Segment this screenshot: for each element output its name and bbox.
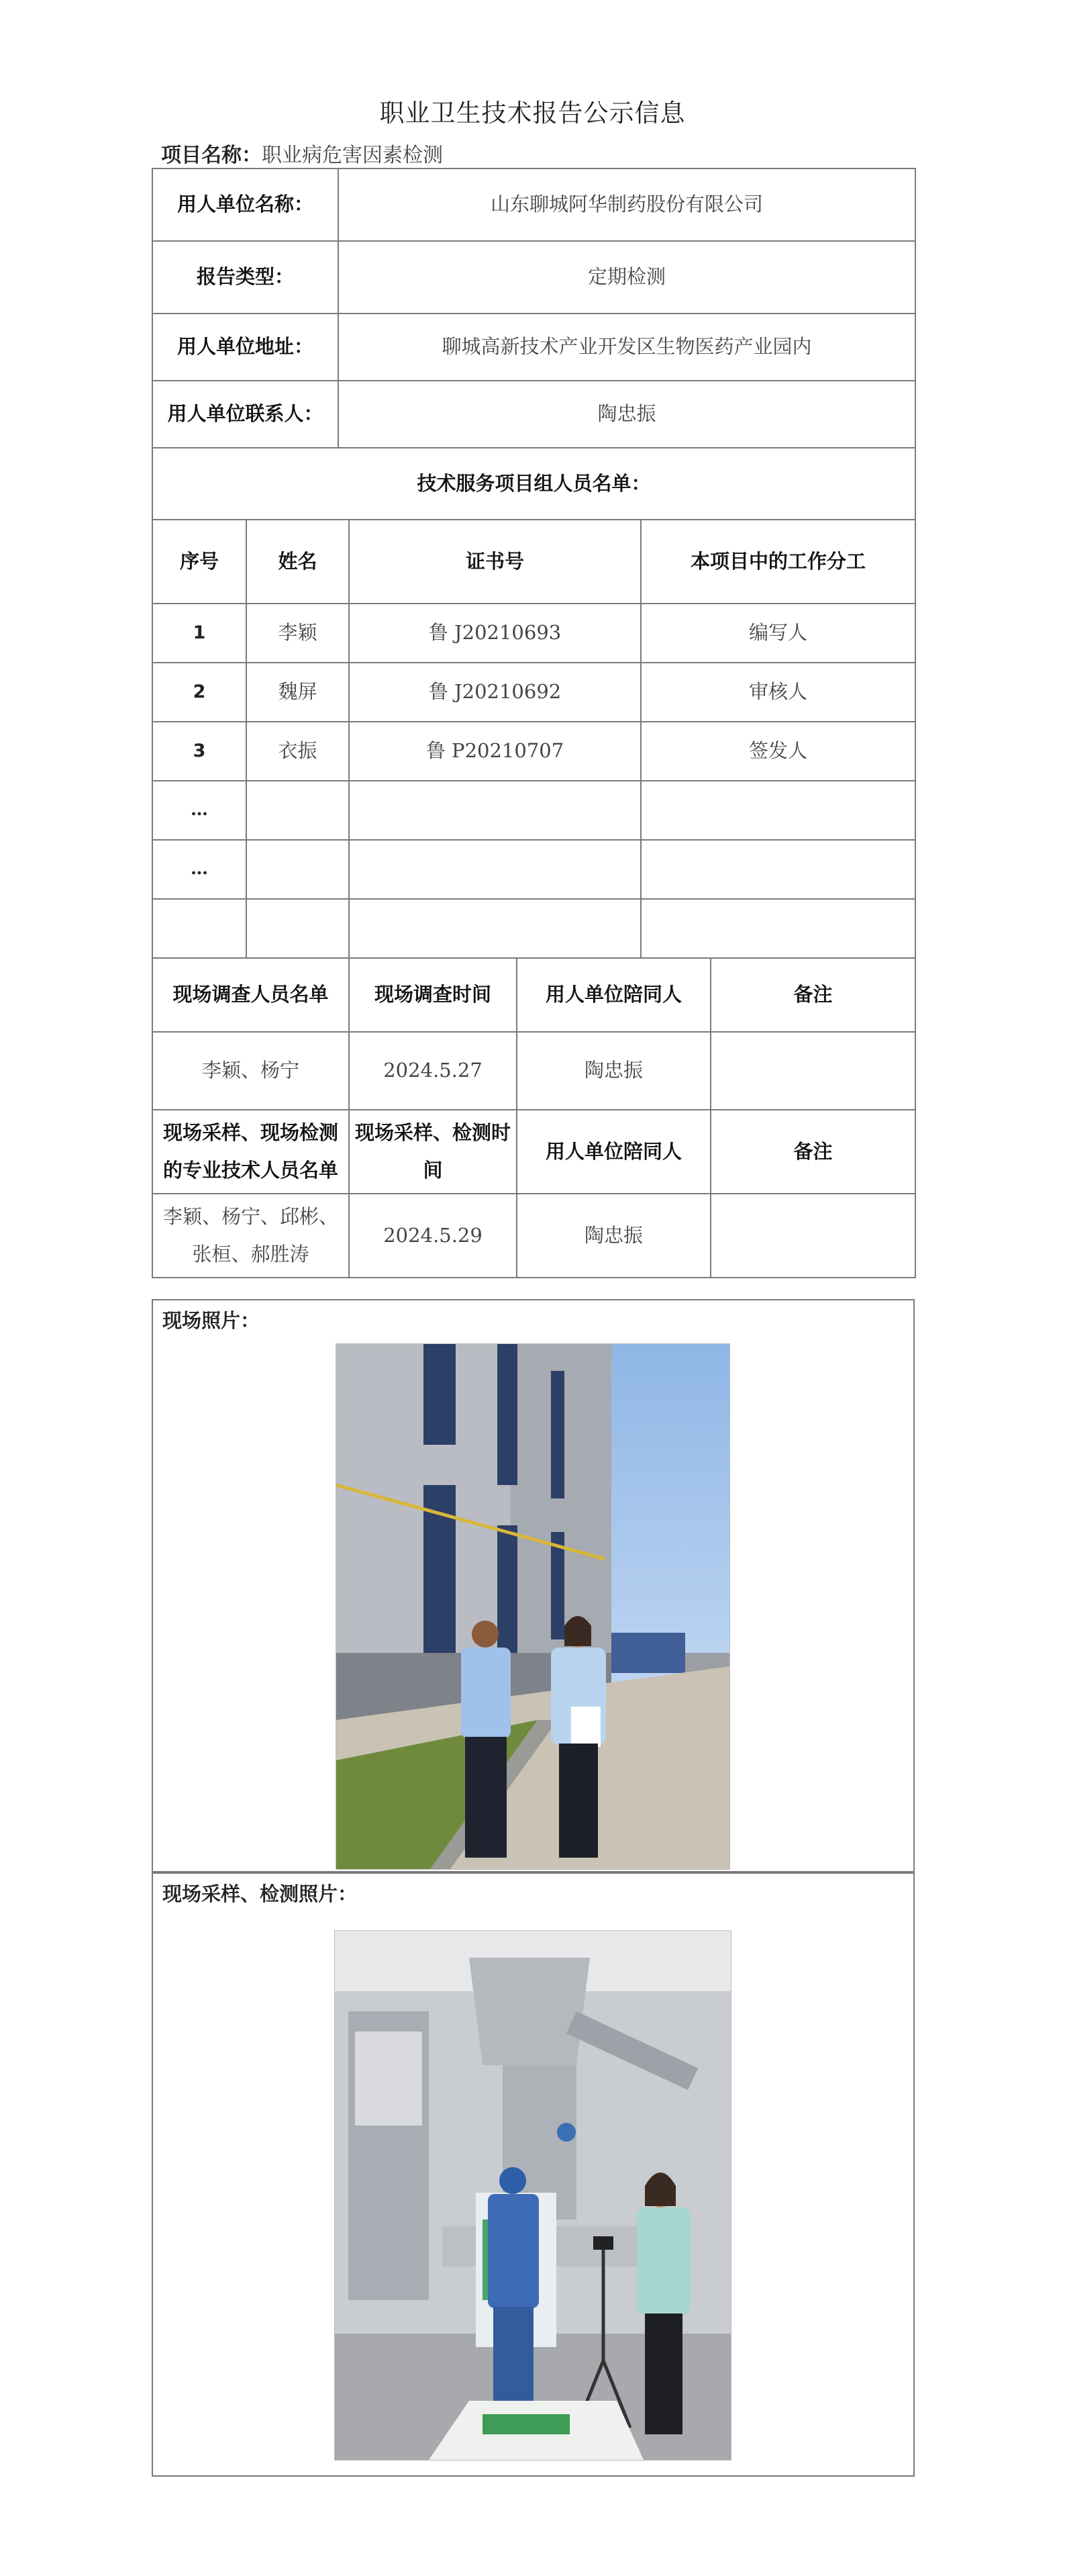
sampling-header-row <box>152 1110 915 1194</box>
col-header-cert: 证书号 <box>349 520 641 604</box>
survey-escort: 陶忠振 <box>517 1032 711 1110</box>
team-name <box>246 899 349 958</box>
team-title: 技术服务项目组人员名单： <box>152 448 915 520</box>
info-label: 用人单位名称： <box>152 169 338 241</box>
team-no: 2 <box>152 663 246 722</box>
project-value: 职业病危害因素检测 <box>262 144 443 167</box>
team-role: 审核人 <box>641 663 915 722</box>
info-label: 报告类型： <box>152 241 338 314</box>
sampling-photo-section <box>152 1872 915 2477</box>
team-cert: 鲁 J20210693 <box>349 604 641 663</box>
team-no: … <box>152 840 246 899</box>
sampling-header-staff: 现场采样、现场检测的专业技术人员名单 <box>152 1110 349 1194</box>
survey-header-time: 现场调查时间 <box>349 958 517 1032</box>
team-name <box>246 840 349 899</box>
site-photo-image <box>336 1344 729 1869</box>
team-role: 签发人 <box>641 722 915 781</box>
team-name: 魏屏 <box>246 663 349 722</box>
project-name <box>161 138 443 168</box>
team-name: 李颖 <box>246 604 349 663</box>
team-cert: 鲁 P20210707 <box>349 722 641 781</box>
survey-remark <box>711 1032 915 1110</box>
team-row <box>152 722 915 781</box>
sampling-photo-label: 现场采样、检测照片： <box>162 1882 358 1905</box>
survey-header-escort: 用人单位陪同人 <box>517 958 711 1032</box>
team-row <box>152 604 915 663</box>
info-value: 聊城高新技术产业开发区生物医药产业园内 <box>338 314 915 381</box>
team-cert <box>349 840 641 899</box>
team-no: … <box>152 781 246 840</box>
info-value: 陶忠振 <box>338 381 915 448</box>
team-row <box>152 781 915 840</box>
team-row <box>152 840 915 899</box>
survey-value-row <box>152 1032 915 1110</box>
sampling-photo <box>334 1930 731 2461</box>
team-title-row <box>152 448 915 520</box>
team-role: 编写人 <box>641 604 915 663</box>
col-header-role: 本项目中的工作分工 <box>641 520 915 604</box>
sampling-time: 2024.5.29 <box>349 1194 517 1278</box>
team-header-row <box>152 520 915 604</box>
team-role <box>641 840 915 899</box>
sampling-staff: 李颖、杨宁、邱彬、张桓、郝胜涛 <box>152 1194 349 1278</box>
team-no: 3 <box>152 722 246 781</box>
sampling-escort: 陶忠振 <box>517 1194 711 1278</box>
survey-header-row <box>152 958 915 1032</box>
team-no <box>152 899 246 958</box>
sampling-remark <box>711 1194 915 1278</box>
sampling-header-remark: 备注 <box>711 1110 915 1194</box>
team-cert <box>349 781 641 840</box>
sampling-header-time: 现场采样、检测时间 <box>349 1110 517 1194</box>
team-role <box>641 899 915 958</box>
site-photo <box>336 1343 730 1870</box>
info-row-address <box>152 314 915 381</box>
survey-time: 2024.5.27 <box>349 1032 517 1110</box>
survey-staff: 李颖、杨宁 <box>152 1032 349 1110</box>
team-row <box>152 663 915 722</box>
sampling-photo-image <box>335 1931 731 2460</box>
survey-header-remark: 备注 <box>711 958 915 1032</box>
info-value: 山东聊城阿华制药股份有限公司 <box>338 169 915 241</box>
info-row-contact <box>152 381 915 448</box>
site-photo-section <box>152 1299 915 1872</box>
team-row <box>152 899 915 958</box>
report-info-table <box>152 168 916 1278</box>
team-cert: 鲁 J20210692 <box>349 663 641 722</box>
project-label: 项目名称： <box>161 144 262 167</box>
info-label: 用人单位联系人： <box>152 381 338 448</box>
team-name: 衣振 <box>246 722 349 781</box>
team-role <box>641 781 915 840</box>
team-cert <box>349 899 641 958</box>
info-row-company <box>152 169 915 241</box>
team-no: 1 <box>152 604 246 663</box>
info-value: 定期检测 <box>338 241 915 314</box>
col-header-no: 序号 <box>152 520 246 604</box>
sampling-header-escort: 用人单位陪同人 <box>517 1110 711 1194</box>
survey-header-staff: 现场调查人员名单 <box>152 958 349 1032</box>
info-label: 用人单位地址： <box>152 314 338 381</box>
sampling-value-row <box>152 1194 915 1278</box>
page-title: 职业卫生技术报告公示信息 <box>379 99 686 128</box>
info-row-report-type <box>152 241 915 314</box>
col-header-name: 姓名 <box>246 520 349 604</box>
site-photo-label: 现场照片： <box>162 1309 260 1332</box>
team-name <box>246 781 349 840</box>
